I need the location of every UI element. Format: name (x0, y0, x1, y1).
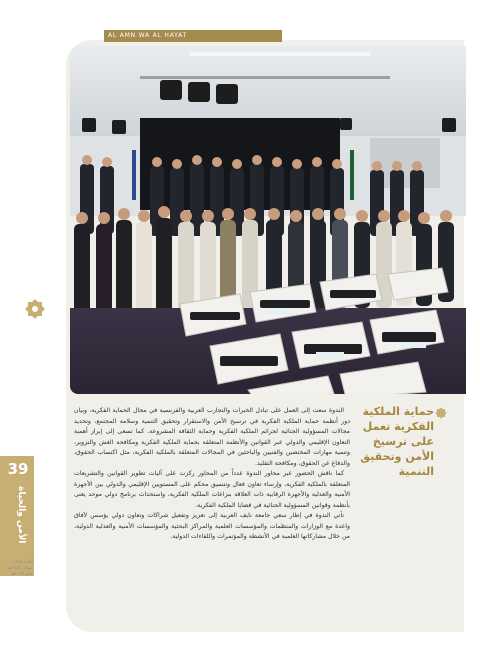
article-paragraph: كما ناقش الحضور عبر محاور الندوة عدداً من المحاور ركزت على آليات تطوير القوانين والتشريعات المتعلقة بالملكية الفكرية، وإرساء تعاون فعال وتنسيق محكم على المستويين الإقليمي والدولي بين الأجهزة الأمنية والعدلية والأجهزة الرقابية ذات العلاقة بنزاعات الملكية الفكرية، واستحداث برنامج دولي موحد يعنى بأنظمة وقوانين المسؤولية الجنائية في قضايا الملكية الفكرية. (74, 470, 350, 509)
heading-star-icon (434, 406, 448, 420)
article-paragraph: الندوة سعت إلى العمل على تبادل الخبرات والتجارب العربية والفرنسية في مجال الحماية الفكرية، وبيان دور أنظمة حماية الملكية الفكرية في ترسيخ الأمن والاستقرار وتحقيق التنمية وسلامة المجتمع، وتحديد مجالات المسؤولية الجنائية لجرائم الملكية الفكرية وحماية الثقافة المشروعة. كما تسعى إلى إبراز أهمية التعاون الإقليمي والدولي عبر القوانين والأنظمة المتعلقة بحماية الملكية الفكرية ومكافحة الغش والتزوير، وتنمية مهارات المختصين والفنيين والباحثين في المجالات المتعلقة بالملكية الفكرية، مثل اكتساب الحقوق، والدفاع عن الحقوق، ومكافحة التقليد. (74, 407, 350, 467)
article-body (74, 406, 350, 543)
event-photo (70, 46, 466, 394)
issue-caption: العدد ٤٨٥ - شوال ١٤٤٤هـ - مايو ٢٠٢٣م (4, 560, 33, 577)
page-number: 39 (7, 460, 29, 478)
masthead-label: AL AMN WA AL HAYAT (104, 30, 282, 42)
magazine-name: الأمن والحياة (16, 486, 26, 544)
eight-point-star-icon (22, 296, 48, 322)
section-title: حماية الملكية الفكرية تعمل على ترسيخ الأمن وتحقيق التنمية (360, 405, 434, 478)
article-paragraph: تأتي الندوة في إطار سعي جامعة نايف العربية إلى تعزيز وتفعيل شراكات وتعاون دولي يؤسس لآفاق واعدة مع الوزارات والمنظمات والمؤسسات العلمية والمراكز البحثية والمؤسسات الأمنية والعدلية الدولية، من خلال مشاركاتها العلمية في الأنشطة والمؤتمرات واللقاءات الدولية. (74, 512, 350, 540)
